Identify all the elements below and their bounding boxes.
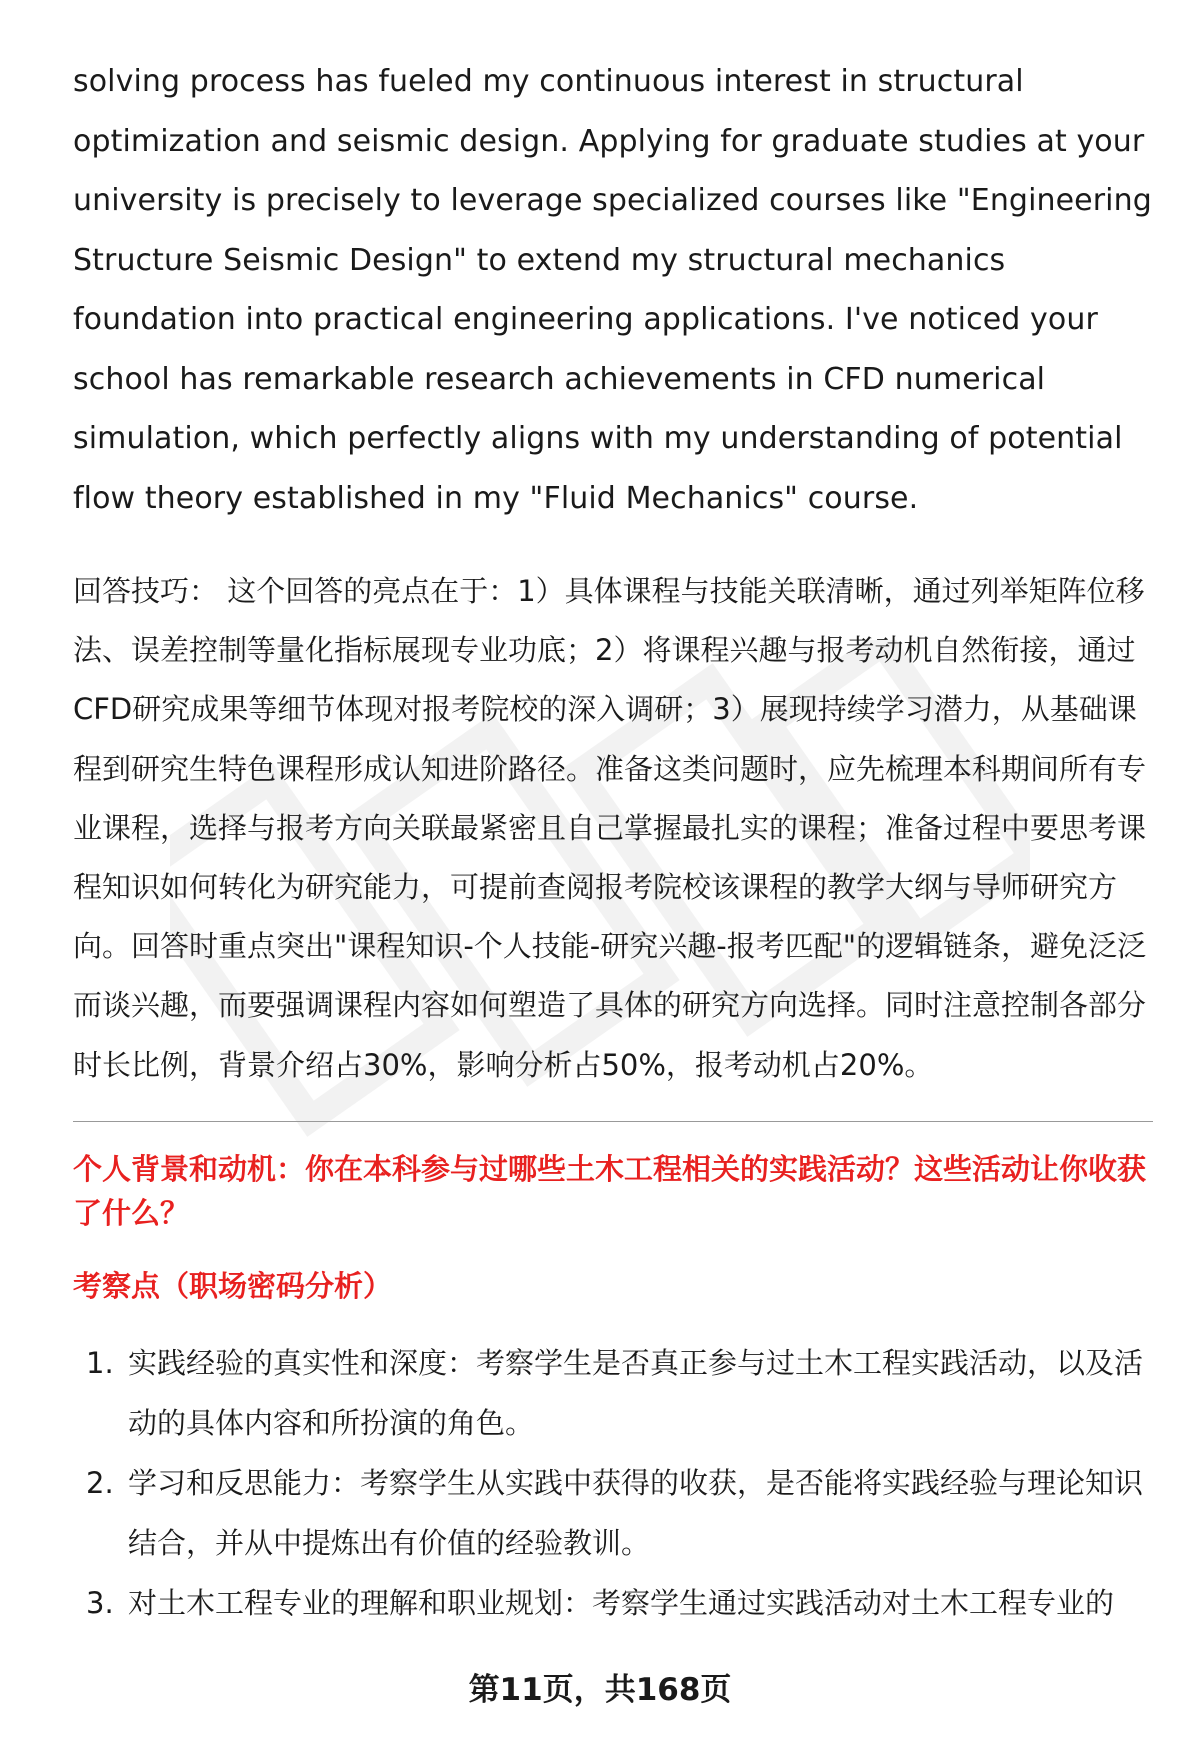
question-title: 个人背景和动机：你在本科参与过哪些土木工程相关的实践活动？这些活动让你收获了什么？: [73, 1151, 1147, 1230]
list-item-text: 学习和反思能力：考察学生从实践中获得的收获，是否能将实践经验与理论知识结合，并从中提炼出有价值的经验教训。: [128, 1465, 1144, 1560]
list-item: [73, 1573, 1153, 1633]
list-item: [73, 1333, 1153, 1453]
answer-tip-paragraph: 回答技巧： 这个回答的亮点在于：1）具体课程与技能关联清晰，通过列举矩阵位移法、误差控制等量化指标展现专业功底；2）将课程兴趣与报考动机自然衔接，通过CFD研究成果等细节体现对报考院校的深入调研；3）展现持续学习潜力，从基础课程到研究生特色课程形成认知进阶路径。准备这类问题时，应先梳理本科期间所有专业课程，选择与报考方向关联最紧密且自己掌握最扎实的课程；准备过程中要思考课程知识如何转化为研究能力，可提前查阅报考院校该课程的教学大纲与导师研究方向。回答时重点突出"课程知识-个人技能-研究兴趣-报考匹配"的逻辑链条，避免泛泛而谈兴趣，而要强调课程内容如何塑造了具体的研究方向选择。同时注意控制各部分时长比例，背景介绍占30%，影响分析占50%，报考动机占20%。: [73, 574, 1147, 1082]
english-answer-paragraph: solving process has fueled my continuous interest in structural optimization and seismic design. Applying for graduate studies at your university is precisely to leverage specialized courses like "Engineering Structure Seismic Design" to extend my structural mechanics foundation into practical engineering applications. I've noticed your school has remarkable research achievements in CFD numerical simulation, which perfectly aligns with my understanding of potential flow theory established in my "Fluid Mechanics" course.: [73, 64, 1152, 516]
list-item-number: 3.: [86, 1585, 114, 1620]
list-item-text: 对土木工程专业的理解和职业规划：考察学生通过实践活动对土木工程专业的: [128, 1585, 1115, 1620]
page-number-footer: 第11页，共168页: [468, 1672, 732, 1708]
list-item-text: 实践经验的真实性和深度：考察学生是否真正参与过土木工程实践活动，以及活动的具体内容和所扮演的角色。: [128, 1345, 1144, 1440]
list-item-number: 1.: [86, 1345, 114, 1380]
list-item: [73, 1453, 1153, 1573]
assessment-points-list: [73, 1333, 1153, 1633]
section-divider: [73, 1121, 1153, 1122]
list-item-number: 2.: [86, 1465, 114, 1500]
assessment-points-heading: 考察点（职场密码分析）: [73, 1268, 393, 1303]
document-page: [73, 52, 1153, 1633]
